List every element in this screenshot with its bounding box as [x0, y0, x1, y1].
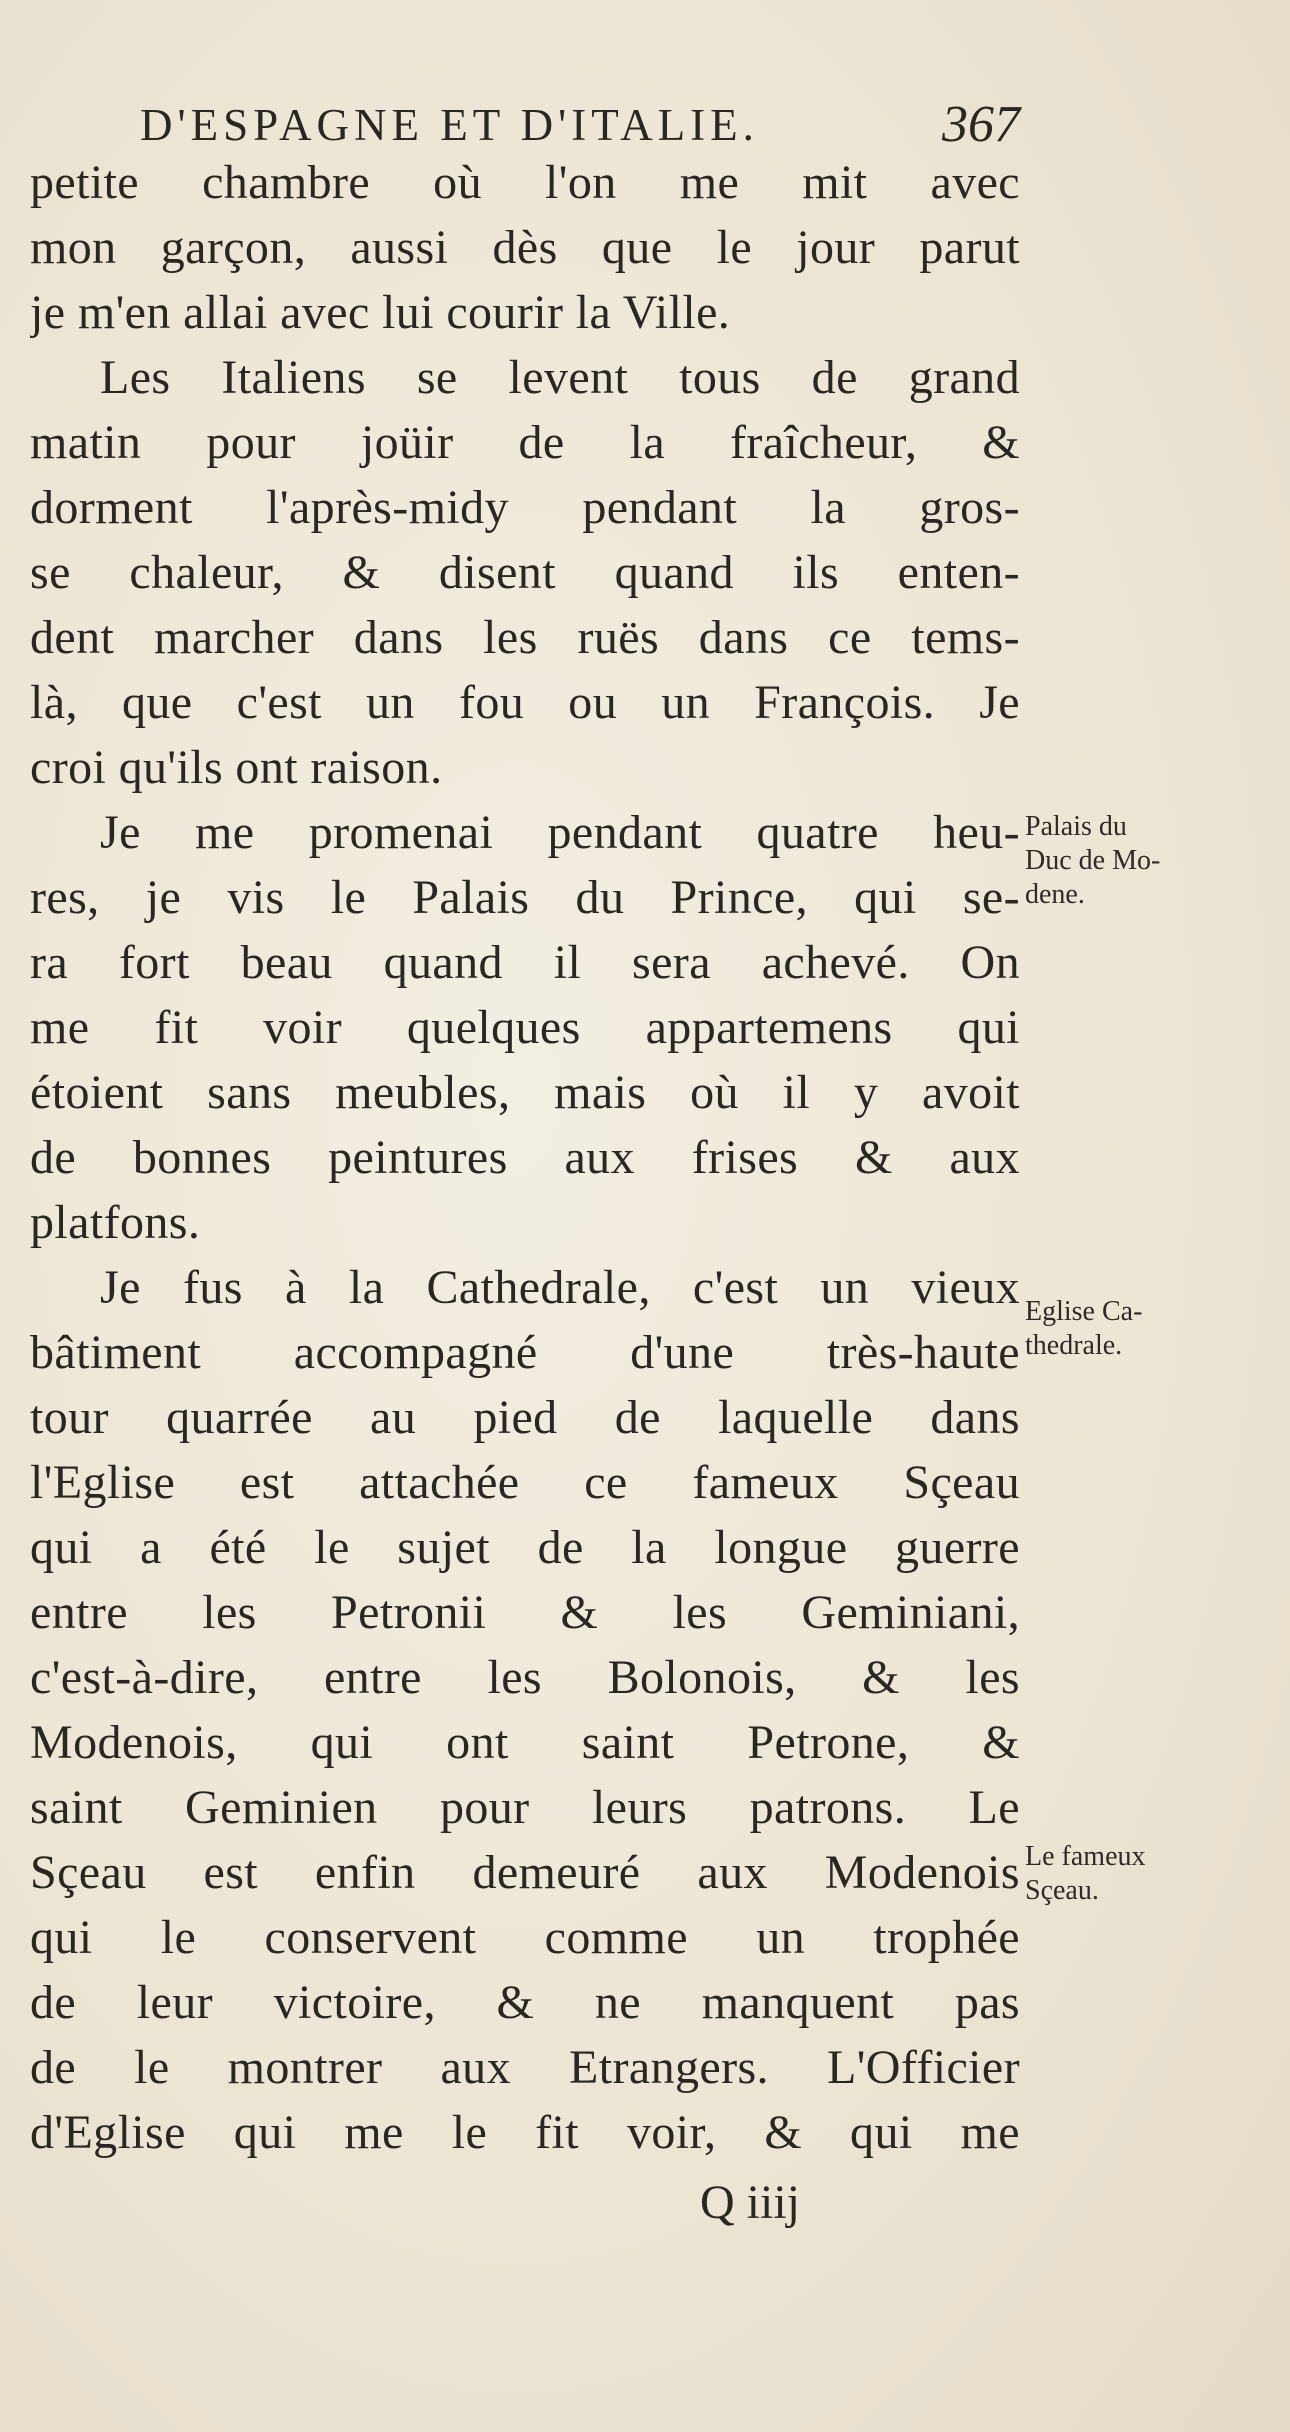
- margin-note-line: dene.: [1025, 879, 1085, 910]
- margin-note-line: Sçeau.: [1025, 1875, 1099, 1906]
- text-line: de leur victoire, & ne manquent pas: [30, 1976, 1020, 2029]
- margin-note-palais: [1025, 810, 1265, 912]
- text-line: dorment l'après-midy pendant la gros-: [30, 481, 1020, 534]
- text-line: de bonnes peintures aux frises & aux: [30, 1131, 1020, 1184]
- text-line: Modenois, qui ont saint Petrone, &: [30, 1716, 1020, 1769]
- text-line: platfons.: [30, 1196, 201, 1249]
- margin-note-eglise: [1025, 1295, 1265, 1363]
- text-line: mon garçon, aussi dès que le jour parut: [30, 221, 1020, 274]
- margin-note-line: Eglise Ca-: [1025, 1296, 1143, 1327]
- text-line: l'Eglise est attachée ce fameux Sçeau: [30, 1456, 1020, 1509]
- text-line: d'Eglise qui me le fit voir, & qui me: [30, 2106, 1020, 2159]
- text-line: bâtiment accompagné d'une très-haute: [30, 1326, 1020, 1379]
- text-line: se chaleur, & disent quand ils enten-: [30, 546, 1020, 599]
- text-line: étoient sans meubles, mais où il y avoit: [30, 1066, 1020, 1119]
- text-line: dent marcher dans les ruës dans ce tems-: [30, 611, 1020, 664]
- paragraph-start-line: Je fus à la Cathedrale, c'est un vieux: [100, 1261, 1020, 1314]
- text-line: res, je vis le Palais du Prince, qui se-: [30, 871, 1020, 924]
- text-line: qui a été le sujet de la longue guerre: [30, 1521, 1020, 1574]
- margin-note-line: thedrale.: [1025, 1330, 1123, 1361]
- text-line: je m'en allai avec lui courir la Ville.: [30, 286, 731, 339]
- text-line: saint Geminien pour leurs patrons. Le: [30, 1781, 1020, 1834]
- text-line: me fit voir quelques appartemens qui: [30, 1001, 1020, 1054]
- signature-mark: Q iiij: [700, 2176, 801, 2229]
- text-line: qui le conservent comme un trophée: [30, 1911, 1020, 1964]
- text-line: petite chambre où l'on me mit avec: [30, 156, 1020, 209]
- text-line: là, que c'est un fou ou un François. Je: [30, 676, 1020, 729]
- margin-note-line: Duc de Mo-: [1025, 845, 1161, 876]
- running-title: D'ESPAGNE ET D'ITALIE.: [140, 100, 759, 150]
- margin-note-line: Le fameux: [1025, 1841, 1146, 1872]
- margin-note-line: Palais du: [1025, 811, 1127, 842]
- body-text: [30, 150, 1020, 2165]
- text-line: ra fort beau quand il sera achevé. On: [30, 936, 1020, 989]
- text-line: tour quarrée au pied de laquelle dans: [30, 1391, 1020, 1444]
- text-line: entre les Petronii & les Geminiani,: [30, 1586, 1020, 1639]
- text-line: c'est-à-dire, entre les Bolonois, & les: [30, 1651, 1020, 1704]
- text-line: croi qu'ils ont raison.: [30, 741, 443, 794]
- text-line: de le montrer aux Etrangers. L'Officier: [30, 2041, 1020, 2094]
- text-line: matin pour joüir de la fraîcheur, &: [30, 416, 1020, 469]
- page-number: 367: [942, 96, 1020, 153]
- text-line: Sçeau est enfin demeuré aux Modenois: [30, 1846, 1020, 1899]
- paragraph-start-line: Les Italiens se levent tous de grand: [100, 351, 1020, 404]
- margin-note-sceau: [1025, 1840, 1265, 1908]
- paragraph-start-line: Je me promenai pendant quatre heu-: [100, 806, 1020, 859]
